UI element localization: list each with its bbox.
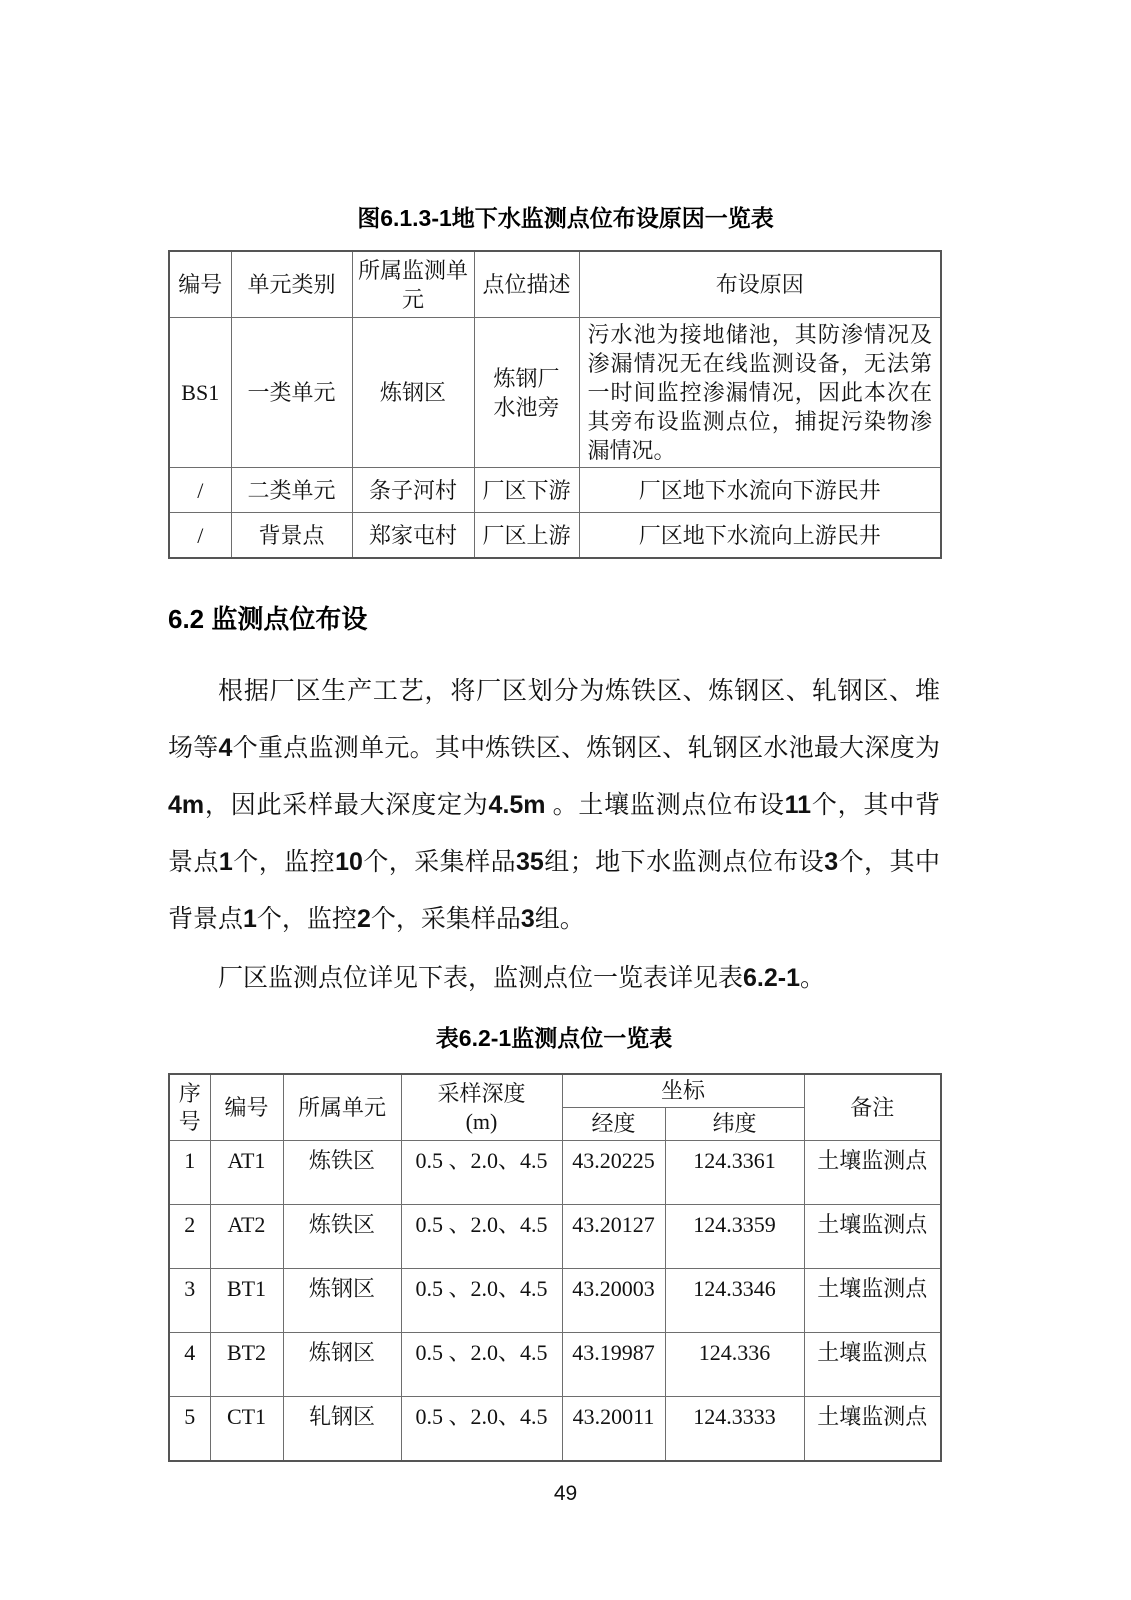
table1-header-row (169, 251, 941, 318)
column-header: 序号 (169, 1074, 210, 1141)
table2-row (169, 1397, 941, 1462)
table-cell: 124.3333 (665, 1397, 804, 1462)
table2-title: 表6.2-1监测点位一览表 (435, 1025, 673, 1051)
table-cell: 1 (169, 1141, 210, 1205)
groundwater-reason-table (168, 250, 942, 559)
page-number: 49 (553, 1482, 578, 1505)
table-cell: 43.19987 (562, 1333, 665, 1397)
table-cell: 二类单元 (231, 468, 352, 513)
table-cell: 43.20225 (562, 1141, 665, 1205)
depth-header-line2: (m) (465, 1108, 498, 1134)
table-cell: 3 (169, 1269, 210, 1333)
table-cell: 124.3361 (665, 1141, 804, 1205)
table-cell: 124.3346 (665, 1269, 804, 1333)
column-header: 经度 (562, 1108, 665, 1141)
table-cell: 土壤监测点 (804, 1333, 941, 1397)
table-cell: 土壤监测点 (804, 1205, 941, 1269)
paragraph-2: 厂区监测点位详见下表，监测点位一览表详见表6.2-1。 (218, 964, 826, 992)
column-header: 所属监测单元 (352, 251, 474, 318)
table-cell: 炼钢厂水池旁 (474, 318, 579, 468)
table-cell: 124.336 (665, 1333, 804, 1397)
paragraph-1: 根据厂区生产工艺，将厂区划分为炼铁区、炼钢区、轧钢区、堆场等4个重点监测单元。其中炼铁区、炼钢区、轧钢区水池最大深度为4m，因此采样最大深度定为4.5m 。土壤监测点位布设11个，其中背景点1个，监控10个，采集样品35组；地下水监测点位布设3个，其中背景点1个，监控2个，采集样品3组。 (168, 678, 940, 933)
table-cell: 厂区地下水流向上游民井 (579, 513, 941, 559)
table-cell: 条子河村 (352, 468, 474, 513)
column-header: 所属单元 (283, 1074, 401, 1141)
table-cell: AT1 (210, 1141, 283, 1205)
column-header: 备注 (804, 1074, 941, 1141)
monitoring-points-table (168, 1073, 942, 1462)
table1-row (169, 318, 941, 468)
table2-row (169, 1333, 941, 1397)
table2-row (169, 1269, 941, 1333)
table-cell: 土壤监测点 (804, 1397, 941, 1462)
table1-row (169, 468, 941, 513)
table2-row (169, 1205, 941, 1269)
table-cell: CT1 (210, 1397, 283, 1462)
table-cell: / (169, 468, 231, 513)
table-cell: 炼铁区 (283, 1205, 401, 1269)
table-cell: 0.5 、2.0、4.5 (401, 1269, 562, 1333)
table-cell: / (169, 513, 231, 559)
table-cell: 43.20003 (562, 1269, 665, 1333)
table-cell: 背景点 (231, 513, 352, 559)
table-cell: 0.5 、2.0、4.5 (401, 1141, 562, 1205)
table-cell: 0.5 、2.0、4.5 (401, 1205, 562, 1269)
table-cell: 厂区地下水流向下游民井 (579, 468, 941, 513)
table-cell: 一类单元 (231, 318, 352, 468)
table-cell: AT2 (210, 1205, 283, 1269)
table-cell: BS1 (169, 318, 231, 468)
table-cell: BT1 (210, 1269, 283, 1333)
table-cell: 43.20011 (562, 1397, 665, 1462)
column-header: 布设原因 (579, 251, 941, 318)
table2-row (169, 1141, 941, 1205)
table-cell: 5 (169, 1397, 210, 1462)
table-cell: 厂区下游 (474, 468, 579, 513)
column-header: 编号 (169, 251, 231, 318)
table-cell: 炼铁区 (283, 1141, 401, 1205)
table-cell: 0.5 、2.0、4.5 (401, 1397, 562, 1462)
section-heading: 6.2 监测点位布设 (168, 604, 368, 634)
table-cell: 土壤监测点 (804, 1269, 941, 1333)
table1-title: 图6.1.3-1地下水监测点位布设原因一览表 (357, 205, 774, 231)
table-cell: 厂区上游 (474, 513, 579, 559)
table-cell: 炼钢区 (283, 1269, 401, 1333)
column-header: 点位描述 (474, 251, 579, 318)
table-cell: 土壤监测点 (804, 1141, 941, 1205)
table1-row (169, 513, 941, 559)
depth-header-line1: 采样深度 (437, 1080, 526, 1106)
table2-header-row (169, 1074, 941, 1108)
table-cell: 郑家屯村 (352, 513, 474, 559)
column-header: 坐标 (562, 1074, 804, 1108)
column-header: 单元类别 (231, 251, 352, 318)
table-cell: 124.3359 (665, 1205, 804, 1269)
table-cell: 4 (169, 1333, 210, 1397)
column-header (401, 1074, 562, 1141)
table-cell: 炼钢区 (283, 1333, 401, 1397)
table-cell: BT2 (210, 1333, 283, 1397)
table-cell: 0.5 、2.0、4.5 (401, 1333, 562, 1397)
column-header: 编号 (210, 1074, 283, 1141)
table-cell: 2 (169, 1205, 210, 1269)
table-cell: 43.20127 (562, 1205, 665, 1269)
column-header: 纬度 (665, 1108, 804, 1141)
table-cell: 污水池为接地储池，其防渗情况及渗漏情况无在线监测设备，无法第一时间监控渗漏情况，因此本次在其旁布设监测点位，捕捉污染物渗漏情况。 (579, 318, 941, 468)
table-cell: 轧钢区 (283, 1397, 401, 1462)
table-cell: 炼钢区 (352, 318, 474, 468)
